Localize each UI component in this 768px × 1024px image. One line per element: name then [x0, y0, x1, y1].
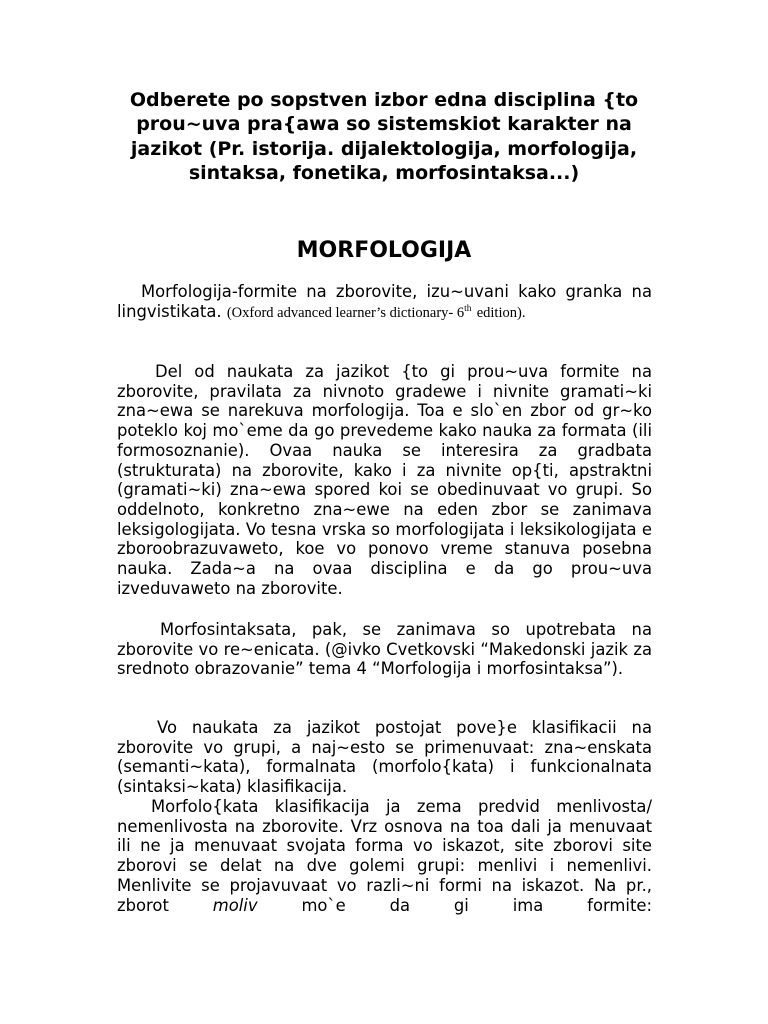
classification-text: Morfolo{kata klasifikacija ja zema predvid menlivosta/ nemenlivosta na zborovite. Vrz osnova na toa dali ja menuvaat ili ne ja menuvaat svojata forma vo iskazot, site zborovi site zborovi se delat na dve golemi grupi: menlivi i nemenlivi. Menlivite se projavuvaat vo razli~ni formi na iskazot. Na pr., zborot	[117, 797, 652, 915]
assignment-heading: Odberete po sopstven izbor edna disciplina {to prou~uva pra{awa so sistemskiot karakter na jazikot (Pr. istorija. dijalektologija, morfologija, sintaksa, fonetika, morfosintaksa...)	[129, 89, 639, 185]
body-paragraph-4	[117, 797, 652, 915]
example-word: moliv	[212, 895, 258, 915]
definition-paragraph	[117, 282, 652, 323]
page-title: MORFOLOGIJA	[296, 238, 472, 263]
classification-tail: mo`e da gi ima formite:	[301, 895, 652, 915]
dictionary-citation: (Oxford advanced learner’s dictionary- 6	[226, 304, 465, 321]
citation-edition: edition).	[476, 304, 526, 321]
citation-superscript: th	[464, 303, 472, 314]
definition-text: Morfologija-formite na zborovite, izu~uvani kako granka na lingvistikata.	[117, 282, 652, 321]
body-paragraph-1: Del od naukata za jazikot {to gi prou~uva formite na zborovite, pravilata za nivnoto gradewe i nivnite gramati~ki zna~ewa se narekuva morfologija. Toa e slo`en zbor od gr~ko poteklo koj mo`eme da go prevedeme kako nauka za formata (ili formosoznanie). Ovaa nauka se interesira za gradbata (strukturata) na zborovite, kako i za nivnite op{ti, apstraktni (gramati~ki) zna~ewa spored koi se obedinuvaat vo grupi. So oddelnoto, konkretno zna~ewe na eden zbor se zanimava leksigologijata. Vo tesna vrska so morfologijata i leksikologijata e zboroobrazuvaweto, koe vo ponovo vreme stanuva posebna nauka. Zada~a na ovaa disciplina e da go prou~uva izveduvaweto na zborovite.	[117, 362, 652, 598]
body-paragraph-2: Morfosintaksata, pak, se zanimava so upotrebata na zborovite vo re~enicata. (@ivko Cvetkovski “Makedonski jazik za srednoto obrazovanie” tema 4 “Morfologija i morfosintaksa”).	[117, 620, 652, 679]
body-paragraph-3: Vo naukata za jazikot postojat pove}e klasifikacii na zborovite vo grupi, a naj~esto se primenuvaat: zna~enskata (semanti~kata), formalnata (morfolo{kata) i funkcionalnata (sintaksi~kata) klasifikacija.	[117, 718, 652, 797]
